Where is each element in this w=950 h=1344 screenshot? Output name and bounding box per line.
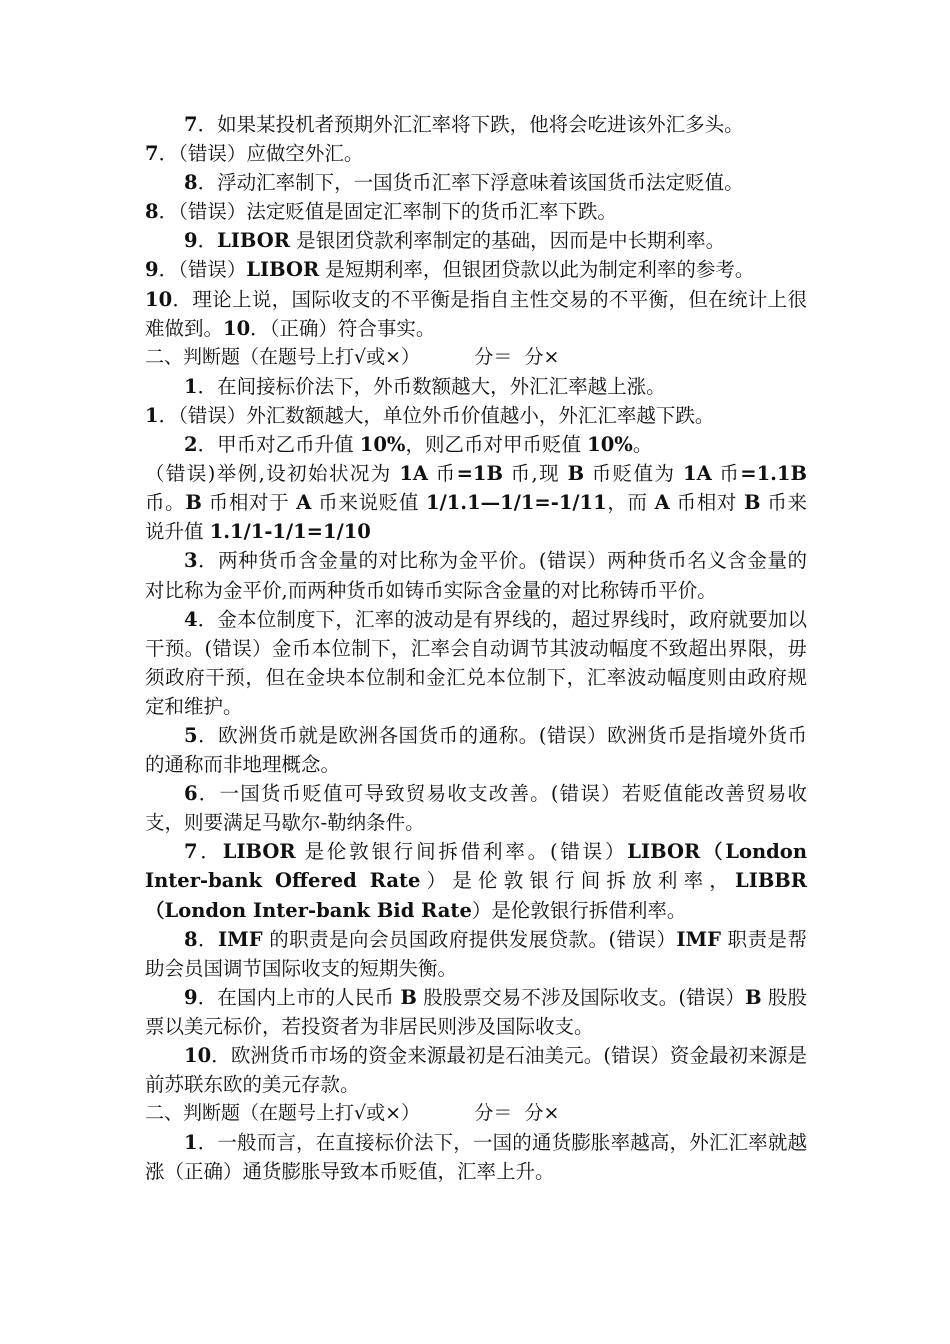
answer-text: 币来说升值 xyxy=(145,491,807,544)
question-8b xyxy=(145,925,807,983)
answer-text: 币相对于 xyxy=(201,491,297,515)
answer-text: 币来说贬值 xyxy=(311,491,427,515)
question-7 xyxy=(145,110,807,139)
section-heading: 二、判断题（在题号上打√或×） 分＝ 分× xyxy=(145,1102,560,1125)
answer-text: 币相对 xyxy=(669,491,744,515)
term: LIBOR xyxy=(222,840,296,864)
question-number: 2 xyxy=(184,433,198,457)
answer-2 xyxy=(145,459,807,546)
question-number: 7 xyxy=(184,113,198,136)
question-text: 的职责是向会员国政府提供发展贷款。(错误） xyxy=(262,927,677,951)
question-9 xyxy=(145,226,807,255)
answer-1 xyxy=(145,401,807,430)
question-number: 4 xyxy=(184,607,198,631)
term: IMF xyxy=(218,927,263,951)
term: IMF xyxy=(676,927,721,951)
question-text: ．理论上说，国际收支的不平衡是指自主性交易的不平衡，但在统计上很难做到。 xyxy=(145,287,807,340)
question-7b xyxy=(145,837,807,924)
term: B xyxy=(745,985,762,1009)
question-text: ． xyxy=(197,229,218,253)
section-heading: 二、判断题（在题号上打√或×） 分＝ 分× xyxy=(145,345,560,368)
question-number: 1 xyxy=(184,374,198,398)
formula: 1.1/1-1/1=1/10 xyxy=(209,520,371,544)
percent-value: 10% xyxy=(359,433,406,457)
question-text: ．浮动汇率制下，一国货币汇率下浮意味着该国货币法定贬值。 xyxy=(197,171,744,195)
question-1 xyxy=(145,372,807,401)
term: LIBOR xyxy=(246,258,320,282)
term: B xyxy=(400,985,417,1009)
answer-number: 7 xyxy=(145,142,159,166)
question-number: 5 xyxy=(184,723,198,747)
term: B xyxy=(743,491,761,515)
question-text: ，则乙币对甲币贬值 xyxy=(405,433,588,457)
question-10b xyxy=(145,1041,807,1099)
question-text: ）是伦敦银行间拆放利率， xyxy=(420,869,735,893)
answer-text: 币。 xyxy=(145,491,186,515)
question-text: ．欧洲货币市场的资金来源最初是石油美元。(错误）资金最初来源是前苏联东欧的美元存款。 xyxy=(145,1044,807,1097)
question-text: ．一般而言，在直接标价法下，一国的通货膨胀率越高，外汇汇率就越涨（正确）通货膨胀导致本币贬值，汇率上升。 xyxy=(145,1131,807,1184)
document-page xyxy=(145,110,807,1186)
term: A xyxy=(654,491,670,515)
answer-text: ．（错误）应做空外汇。 xyxy=(158,142,364,166)
question-number: 9 xyxy=(184,229,198,253)
answer-text: 币 xyxy=(711,462,741,486)
answer-number: 1 xyxy=(145,403,159,427)
answer-number: 9 xyxy=(145,258,159,282)
answer-text: ，而 xyxy=(606,491,655,515)
question-number: 8 xyxy=(184,927,198,951)
term: A xyxy=(296,491,312,515)
question-text: 职责是帮助会员国调节国际收支的短期失衡。 xyxy=(145,927,807,980)
term: LIBOR xyxy=(217,229,290,253)
term: LIBBR（London Inter-bank Bid Rate xyxy=(145,869,807,922)
term: LIBOR（London Inter-bank Offered Rate xyxy=(145,840,807,893)
question-text: ．甲币对乙币升值 xyxy=(197,433,360,457)
question-number: 1 xyxy=(184,1131,198,1155)
answer-text: ．（错误） xyxy=(158,258,247,282)
question-3 xyxy=(145,546,807,604)
question-text: ．一国货币贬值可导致贸易收支改善。(错误）若贬值能改善贸易收支，则要满足马歇尔-勒纳条件。 xyxy=(145,782,807,835)
formula: 1/1.1—1/1=-1/11 xyxy=(426,491,607,515)
question-4 xyxy=(145,605,807,721)
question-text: 是银团贷款利率制定的基础，因而是中长期利率。 xyxy=(289,229,726,253)
answer-7 xyxy=(145,139,807,168)
answer-text: 币,现 xyxy=(502,462,568,486)
answer-text: ．（错误）外汇数额越大，单位外币价值越小，外汇汇率越下跌。 xyxy=(158,403,715,427)
question-text: 股股票以美元标价，若投资者为非居民则涉及国际收支。 xyxy=(145,985,808,1038)
question-text: ． xyxy=(197,840,223,864)
question-text: ．两种货币含金量的对比称为金平价。(错误）两种货币名义含金量的对比称为金平价,而两种货币如铸币实际含金量的对比称铸币平价。 xyxy=(145,549,807,602)
question-number: 3 xyxy=(184,549,198,573)
term: =1B xyxy=(456,462,503,486)
question-number: 6 xyxy=(184,782,198,806)
answer-text: ．（错误）法定贬值是固定汇率制下的货币汇率下跌。 xyxy=(158,200,617,224)
question-text: 。 xyxy=(632,433,653,457)
answer-8 xyxy=(145,197,807,226)
answer-9 xyxy=(145,255,807,284)
question-number: 10 xyxy=(184,1044,212,1067)
question-number: 10 xyxy=(145,287,173,311)
percent-value: 10% xyxy=(587,433,633,457)
answer-text: 是短期利率，但银团贷款以此为制定利率的参考。 xyxy=(319,258,755,282)
answer-text: （错误)举例,设初始状况为 xyxy=(145,462,400,486)
question-text: 股股票交易不涉及国际收支。(错误） xyxy=(416,985,746,1009)
term: 1A xyxy=(399,462,429,486)
answer-text: 币 xyxy=(428,462,457,486)
question-10 xyxy=(145,285,807,343)
question-text: ．在国内上市的人民币 xyxy=(197,985,401,1009)
question-8 xyxy=(145,168,807,197)
question-1c xyxy=(145,1128,807,1186)
question-2 xyxy=(145,430,807,459)
answer-text: ．（正确）符合事实。 xyxy=(250,316,436,340)
term: B xyxy=(185,491,202,515)
question-text: ．金本位制度下，汇率的波动是有界线的，超过界线时，政府就要加以干预。(错误）金币本位制下，汇率会自动调节其波动幅度不致超出界限，毋须政府干预，但在金块本位制和金汇兑本位制下，汇率波动幅度则由政府规定和维护。 xyxy=(145,607,807,718)
question-text: 是伦敦银行间拆借利率。(错误） xyxy=(295,840,628,864)
term: B xyxy=(567,462,585,486)
question-text: ．欧洲货币就是欧洲各国货币的通称。(错误）欧洲货币是指境外货币的通称而非地理概念。 xyxy=(145,723,807,777)
answer-text: 币贬值为 xyxy=(584,462,683,486)
question-number: 9 xyxy=(184,985,198,1009)
question-number: 7 xyxy=(184,840,198,864)
question-text: ． xyxy=(197,927,218,951)
question-6 xyxy=(145,779,807,837)
term: 1A xyxy=(683,462,712,486)
question-5 xyxy=(145,721,807,779)
term: =1.1B xyxy=(740,462,807,486)
question-text: ）是伦敦银行拆借利率。 xyxy=(471,898,687,922)
answer-number: 10 xyxy=(223,316,251,340)
question-text: ．在间接标价法下，外币数额越大，外汇汇率越上涨。 xyxy=(197,374,666,398)
question-text: ．如果某投机者预期外汇汇率将下跌，他将会吃进该外汇多头。 xyxy=(197,113,744,136)
question-9b xyxy=(145,983,807,1041)
question-number: 8 xyxy=(184,171,198,195)
answer-number: 8 xyxy=(145,200,159,224)
